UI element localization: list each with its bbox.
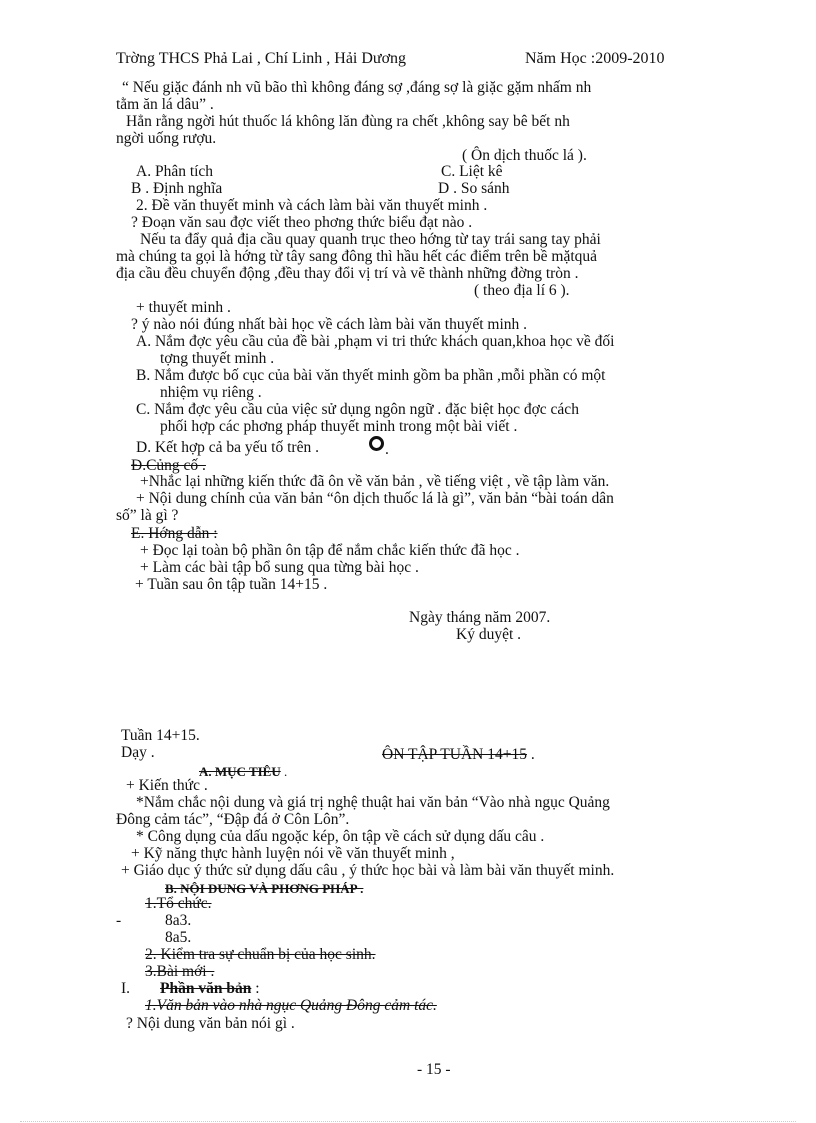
signature-approved: Ký duyệt . bbox=[456, 626, 522, 643]
quote-line-4: ngời uống rượu. bbox=[116, 130, 217, 147]
question-3: ? ý nào nói đúng nhất bài học về cách làm bài văn thuyết minh . bbox=[131, 316, 527, 333]
header-year: Năm Học :2009-2010 bbox=[525, 50, 665, 67]
knowledge-line-2: Đông cảm tác”, “Đập đá ở Côn Lôn”. bbox=[116, 811, 350, 828]
class-8a3: 8a3. bbox=[165, 912, 192, 929]
header-school: Trờng THCS Phả Lai , Chí Linh , Hải Dương bbox=[116, 50, 407, 67]
skill-line: + Kỹ năng thực hành luyện nói về văn thuyết minh , bbox=[131, 845, 455, 862]
new-lesson: 3.Bài mới . bbox=[145, 963, 215, 980]
choice-b-line-2: nhiệm vụ riêng . bbox=[160, 384, 262, 401]
check-preparation: 2. Kiểm tra sự chuẩn bị của học sinh. bbox=[145, 946, 376, 963]
guide-line-2: + Làm các bài tập bổ sung qua từng bài học . bbox=[140, 559, 419, 576]
consolidation-line-3: số” là gì ? bbox=[116, 507, 179, 524]
guide-line-3: + Tuần sau ôn tập tuần 14+15 . bbox=[135, 576, 328, 593]
goals-title-text: A. MỤC TIÊU bbox=[199, 764, 281, 779]
part-number: I. bbox=[121, 980, 131, 997]
choice-c-line-2: phối hợp các phơng pháp thuyết minh trong một bài viết . bbox=[160, 418, 518, 435]
page-number: - 15 - bbox=[417, 1061, 451, 1078]
knowledge-label: + Kiến thức . bbox=[126, 777, 208, 794]
consolidation-line-2: + Nội dung chính của văn bản “ôn dịch thuốc lá là gì”, văn bản “bài toán dân bbox=[136, 490, 614, 507]
source-dialy: ( theo địa lí 6 ). bbox=[474, 282, 570, 299]
consolidation-title: Đ.Củng cố . bbox=[131, 457, 206, 474]
item-2: 2. Đề văn thuyết minh và cách làm bài văn thuyết minh . bbox=[136, 197, 488, 214]
consolidation-line-1: +Nhắc lại những kiến thức đã ôn về văn bản , về tiếng việt , về tập làm văn. bbox=[140, 473, 610, 490]
option-b: B . Định nghĩa bbox=[131, 180, 223, 197]
guide-title-text: E. Hớng dẫn : bbox=[131, 525, 218, 542]
knowledge-line-3: * Công dụng của dấu ngoặc kép, ôn tập về cách sử dụng dấu câu . bbox=[136, 828, 545, 845]
lesson-title-text: ÔN TẬP TUẦN 14+15 bbox=[382, 746, 527, 763]
text-1-title: 1.Văn bản vào nhà ngục Quảng Đông cảm tác. bbox=[145, 997, 437, 1014]
paragraph-line-3: địa cầu đều chuyển động ,đều thay đổi vị trí và vẽ thành những đờng tròn . bbox=[116, 265, 579, 282]
quote-line-2: tằm ăn lá dâu” . bbox=[116, 96, 214, 113]
choice-a-line-1: A. Nắm đợc yêu cầu của đề bài ,phạm vi tri thức khách quan,khoa học về đối bbox=[136, 333, 615, 350]
guide-line-1: + Đọc lại toàn bộ phần ôn tập để nắm chắc kiến thức đã học . bbox=[140, 542, 520, 559]
choice-c-line-1: C. Nắm đợc yêu cầu của việc sử dụng ngôn ngữ . đặc biệt học đợc cách bbox=[136, 401, 579, 418]
choice-d-end: . bbox=[385, 441, 389, 458]
day-label: Dạy . bbox=[121, 744, 155, 761]
paragraph-line-1: Nếu ta đẩy quả địa cầu quay quanh trục theo hớng từ tay trái sang tay phải bbox=[140, 231, 601, 248]
question-2: ? Đoạn văn sau đợc viết theo phơng thức biểu đạt nào . bbox=[131, 214, 473, 231]
page-bottom-rule bbox=[20, 1121, 796, 1122]
guide-title bbox=[131, 525, 218, 542]
part-title-text: Phần văn bản bbox=[160, 980, 252, 997]
lesson-title bbox=[382, 746, 535, 763]
option-a: A. Phân tích bbox=[136, 163, 214, 180]
circle-mark-icon bbox=[369, 436, 384, 451]
choice-b-line-1: B. Nắm được bố cục của bài văn thyết minh gồm ba phần ,mỗi phần có một bbox=[136, 367, 606, 384]
option-c: C. Liệt kê bbox=[441, 163, 503, 180]
organization-dash: - bbox=[116, 912, 122, 929]
source-ondich: ( Ôn dịch thuốc lá ). bbox=[462, 147, 587, 164]
quote-line-1: “ Nếu giặc đánh nh vũ bão thì không đáng sợ ,đáng sợ là giặc gặm nhấm nh bbox=[122, 79, 592, 96]
lesson-title-end: . bbox=[530, 746, 535, 763]
education-line: + Giáo dục ý thức sử dụng dấu câu , ý thức học bài và làm bài văn thuyết minh. bbox=[121, 862, 615, 879]
signature-date: Ngày tháng năm 2007. bbox=[409, 609, 551, 626]
choice-a-line-2: tợng thuyết minh . bbox=[160, 350, 275, 367]
choice-d: D. Kết hợp cả ba yếu tố trên . bbox=[136, 439, 319, 456]
organization-label: 1.Tổ chức. bbox=[145, 895, 212, 912]
quote-line-3: Hẳn rằng ngời hút thuốc lá không lăn đùng ra chết ,không say bê bết nh bbox=[126, 113, 570, 130]
paragraph-line-2: mà chúng ta gọi là hớng từ tây sang đông thì hầu hết các điểm trên bề mặtquả bbox=[116, 248, 598, 265]
week-label: Tuần 14+15. bbox=[121, 727, 200, 744]
part-title-end: : bbox=[255, 980, 260, 997]
goals-title-end: . bbox=[284, 764, 288, 779]
content-method-title: B. NỘI DUNG VÀ PHƠNG PHÁP . bbox=[165, 881, 364, 896]
class-8a5: 8a5. bbox=[165, 929, 192, 946]
part-title bbox=[160, 980, 260, 997]
answer-2: + thuyết minh . bbox=[136, 299, 231, 316]
content-question: ? Nội dung văn bản nói gì . bbox=[126, 1015, 295, 1032]
option-d: D . So sánh bbox=[438, 180, 510, 197]
knowledge-line-1: *Nắm chắc nội dung và giá trị nghệ thuật hai văn bản “Vào nhà ngục Quảng bbox=[136, 794, 610, 811]
goals-title bbox=[199, 763, 287, 780]
